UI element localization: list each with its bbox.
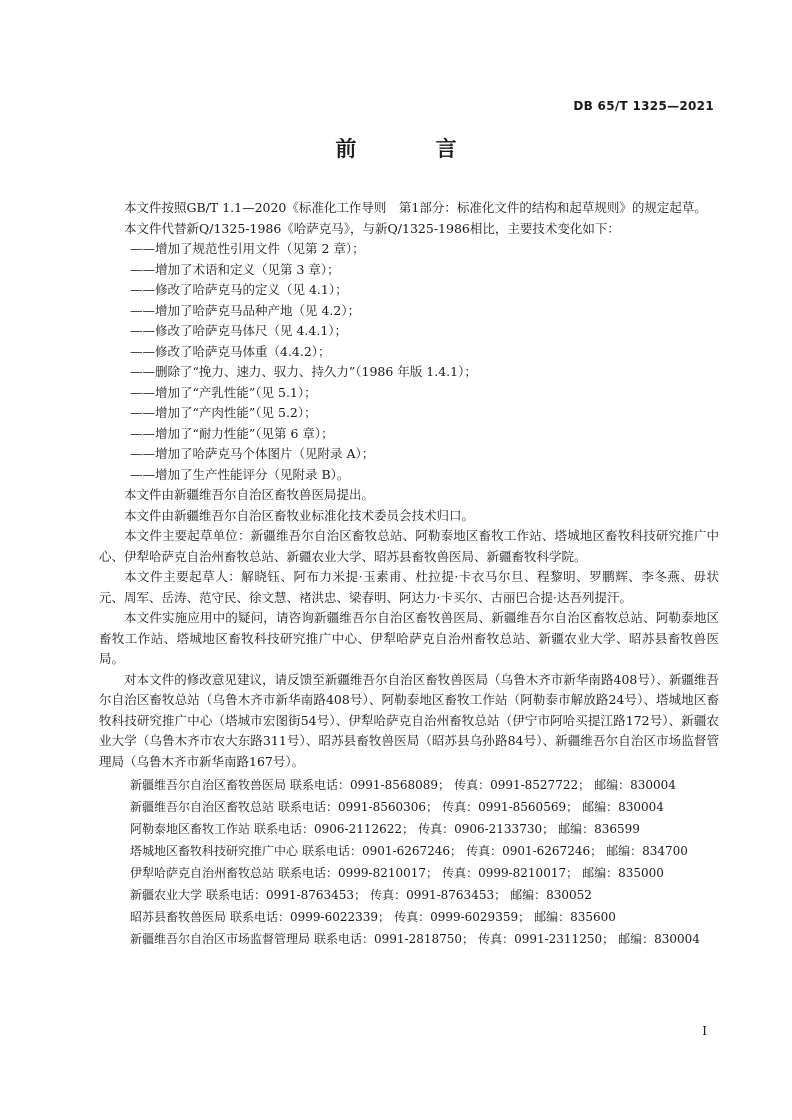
contact-phone: 联系电话：0901-6267246； xyxy=(302,844,463,858)
contact-row xyxy=(99,884,719,906)
contact-org: 新疆维吾尔自治区市场监督管理局 xyxy=(130,932,311,946)
contact-fax: 传真：0999-6029359； xyxy=(394,910,531,924)
contact-zip: 邮编：830004 xyxy=(594,778,676,792)
change-item: ——增加了哈萨克马品种产地（见 4.2）； xyxy=(130,302,361,318)
contact-org: 新疆农业大学 xyxy=(130,888,203,902)
change-item: ——增加了“耐力性能”（见第 6 章）； xyxy=(130,425,334,441)
contact-phone: 联系电话：0999-8210017； xyxy=(278,866,439,880)
contact-list xyxy=(99,774,719,950)
contact-fax: 传真：0991-8527722； xyxy=(454,778,591,792)
contact-phone: 联系电话：0999-6022339； xyxy=(230,910,391,924)
page-number: I xyxy=(702,1024,707,1038)
contact-org: 昭苏县畜牧兽医局 xyxy=(130,910,227,924)
contact-phone: 联系电话：0991-2818750； xyxy=(314,932,475,946)
change-item: ——修改了哈萨克马体重（4.4.2）； xyxy=(130,343,331,359)
contact-phone: 联系电话：0991-8560306； xyxy=(278,800,439,814)
contact-zip: 邮编：830052 xyxy=(510,888,592,902)
contact-row xyxy=(99,840,719,862)
contact-row xyxy=(99,862,719,884)
contact-phone: 联系电话：0991-8568089； xyxy=(290,778,451,792)
change-item: ——修改了哈萨克马体尺（见 4.4.1）； xyxy=(130,323,348,338)
change-item: ——增加了生产性能评分（见附录 B）。 xyxy=(130,466,350,482)
contact-phone: 联系电话：0991-8763453； xyxy=(206,888,367,902)
contact-fax: 传真：0999-8210017； xyxy=(442,866,579,880)
contact-zip: 邮编：830004 xyxy=(618,932,700,946)
contact-fax: 传真：0991-2311250； xyxy=(478,932,615,946)
contact-fax: 传真：0906-2133730； xyxy=(418,822,555,836)
contact-org: 伊犁哈萨克自治州畜牧总站 xyxy=(130,866,275,880)
paragraph: 本文件主要起草单位：新疆维吾尔自治区畜牧总站、阿勒泰地区畜牧工作站、塔城地区畜牧科技研究推广中心、伊犁哈萨克自治州畜牧总站、新疆农业大学、昭苏县畜牧兽医局、新疆畜牧科学院。 xyxy=(99,528,719,564)
paragraph: 对本文件的修改意见建议，请反馈至新疆维吾尔自治区畜牧兽医局（乌鲁木齐市新华南路408号）、新疆维吾尔自治区畜牧总站（乌鲁木齐市新华南路408号）、阿勒泰地区畜牧工作站（阿勒泰市解放路24号）、塔城地区畜牧科技研究推广中心（塔城市宏图街54号）、伊犁哈萨克自治州畜牧总站（伊宁市阿哈买提江路172号）、新疆农业大学（乌鲁木齐市农大东路311号）、昭苏县畜牧兽医局（昭苏县乌孙路84号）、新疆维吾尔自治区市场监督管理局（乌鲁木齐市新华南路167号）。 xyxy=(99,671,719,769)
change-item: ——修改了哈萨克马的定义（见 4.1）； xyxy=(130,282,348,297)
contact-row xyxy=(99,774,719,796)
standard-code: DB 65/T 1325—2021 xyxy=(573,99,714,113)
page-title: 前 言 xyxy=(335,137,493,161)
change-item: ——增加了术语和定义（见第 3 章）； xyxy=(130,261,340,277)
contact-zip: 邮编：835000 xyxy=(582,866,664,880)
contact-fax: 传真：0901-6267246； xyxy=(466,844,603,858)
paragraph: 本文件按照GB/T 1.1—2020《标准化工作导则 第1部分：标准化文件的结构和起草规则》的规定起草。 xyxy=(124,200,707,215)
paragraph: 本文件由新疆维吾尔自治区畜牧业标准化技术委员会技术归口。 xyxy=(124,507,475,523)
contact-zip: 邮编：835600 xyxy=(534,910,616,924)
contact-row xyxy=(99,796,719,818)
contact-zip: 邮编：834700 xyxy=(606,844,688,858)
contact-org: 塔城地区畜牧科技研究推广中心 xyxy=(130,844,299,858)
contact-row xyxy=(99,906,719,928)
paragraph: 本文件代替新Q/1325-1986《哈萨克马》，与新Q/1325-1986相比，主要技术变化如下： xyxy=(124,220,620,236)
paragraph: 本文件主要起草人：解晓钰、阿布力米提·玉素甫、杜拉提·卡衣马尔旦、程黎明、罗鹏辉、李冬燕、毋状元、周军、岳涛、范守民、徐文慧、褚洪忠、梁春明、阿达力·卡买尔、古丽巴合提·达吾列提汗。 xyxy=(99,569,719,605)
contact-org: 阿勒泰地区畜牧工作站 xyxy=(130,822,251,836)
contact-row xyxy=(99,818,719,840)
paragraph: 本文件实施应用中的疑问，请咨询新疆维吾尔自治区畜牧兽医局、新疆维吾尔自治区畜牧总站、阿勒泰地区畜牧工作站、塔城地区畜牧科技研究推广中心、伊犁哈萨克自治州畜牧总站、新疆农业大学、昭苏县畜牧兽医局。 xyxy=(99,610,719,666)
contact-zip: 邮编：830004 xyxy=(582,800,664,814)
change-item: ——删除了“挽力、速力、驭力、持久力”（1986 年版 1.4.1）； xyxy=(130,364,477,379)
change-item: ——增加了哈萨克马个体图片（见附录 A）； xyxy=(130,446,375,461)
paragraph: 本文件由新疆维吾尔自治区畜牧兽医局提出。 xyxy=(124,487,375,502)
contact-row xyxy=(99,928,719,950)
contact-zip: 邮编：836599 xyxy=(558,822,640,836)
contact-org: 新疆维吾尔自治区畜牧兽医局 xyxy=(130,778,287,792)
change-item: ——增加了规范性引用文件（见第 2 章）； xyxy=(130,241,365,256)
change-item: ——增加了“产乳性能”（见 5.1）； xyxy=(130,384,317,400)
foreword-body xyxy=(99,198,719,950)
contact-org: 新疆维吾尔自治区畜牧总站 xyxy=(130,800,275,814)
contact-fax: 传真：0991-8560569； xyxy=(442,800,579,814)
change-item: ——增加了“产肉性能”（见 5.2）； xyxy=(130,405,317,420)
contact-fax: 传真：0991-8763453； xyxy=(370,888,507,902)
contact-phone: 联系电话：0906-2112622； xyxy=(254,822,415,836)
